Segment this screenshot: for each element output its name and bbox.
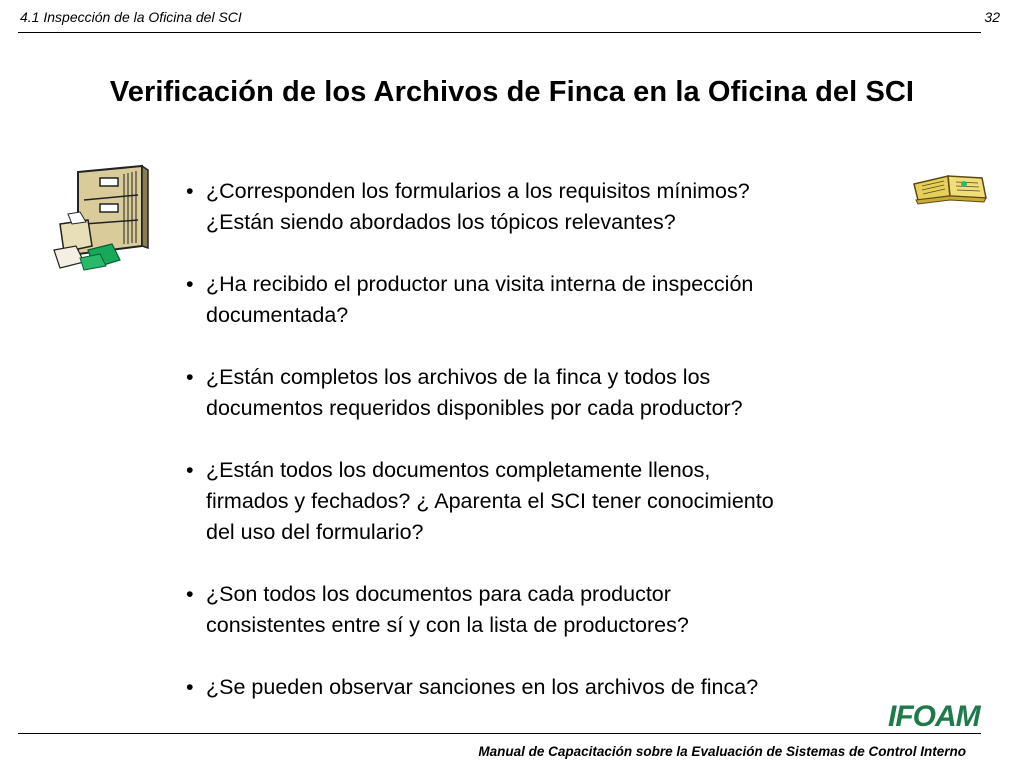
header-section-title: 4.1 Inspección de la Oficina del SCI (20, 9, 242, 25)
list-item-line: • ¿Están todos los documentos completamente llenos, (206, 458, 711, 482)
slide-title: Verificación de los Archivos de Finca en la Oficina del SCI (109, 76, 915, 108)
list-item-line: documentos requeridos disponibles por cada productor? (206, 396, 743, 420)
list-item (186, 269, 906, 331)
list-item (186, 362, 906, 424)
list-item-line: • ¿Son todos los documentos para cada productor (206, 582, 671, 606)
list-item-line: • ¿Corresponden los formularios a los requisitos mínimos? (206, 179, 750, 203)
open-book-icon (912, 170, 988, 206)
list-item-line: firmados y fechados? ¿ Aparenta el SCI tener conocimiento (206, 489, 774, 513)
list-item (186, 672, 906, 703)
logo-text: IFOAM (888, 700, 980, 731)
file-cabinet-icon (50, 162, 150, 274)
page-number: 32 (984, 9, 1000, 25)
list-item-line: • ¿Ha recibido el productor una visita interna de inspección (206, 272, 754, 296)
list-item-line: ¿Están siendo abordados los tópicos relevantes? (206, 210, 676, 234)
list-item-line: • ¿Se pueden observar sanciones en los archivos de finca? (206, 675, 759, 699)
list-item-line: • ¿Están completos los archivos de la finca y todos los (206, 365, 711, 389)
footer-text: Manual de Capacitación sobre la Evaluación de Sistemas de Control Interno (478, 744, 966, 759)
list-item-line: del uso del formulario? (206, 520, 424, 544)
ifoam-logo (886, 697, 986, 731)
header-divider (18, 32, 981, 33)
checklist (186, 176, 906, 703)
list-item-line: documentada? (206, 303, 349, 327)
list-item-line: consistentes entre sí y con la lista de productores? (206, 613, 689, 637)
list-item (186, 176, 906, 238)
list-item (186, 579, 906, 641)
list-item (186, 455, 906, 548)
footer-divider (18, 733, 981, 734)
